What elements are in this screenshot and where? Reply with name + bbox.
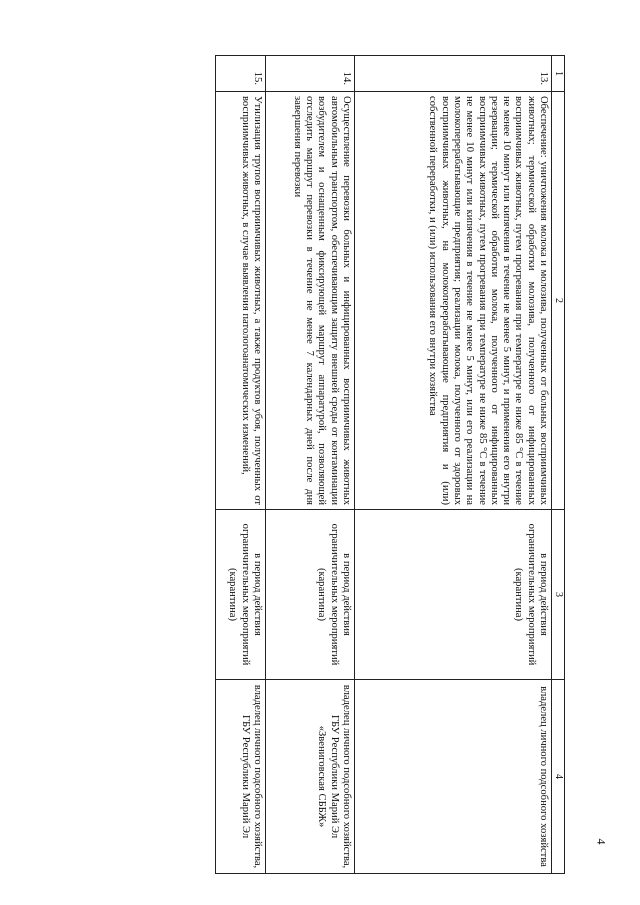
header-col-1: 1 [552,56,565,92]
measure-text: Осуществление перевозки больных и инфицированных восприимчивых животных автомобильным транспортом, обеспечивающим защиту внешней среды от контаминации возбудителем и оснащенным фиксирующей маршрут аппаратурой, позволяющей отследить маршрут перевозки в течение не менее 7 календарных дней после дня завершения перевозки [266,92,355,510]
responsible-text: владелец личного подсобного хозяйства [355,680,552,874]
period-text: в период действия ограничительных мероприятий (карантина) [266,510,355,680]
measure-text: Утилизация трупов восприимчивых животных, а также продуктов убоя, полученных от восприимчивых животных, в случае выявления патологоанатомических изменений, [216,92,266,510]
row-number: 13. [355,56,552,92]
measures-table [215,55,565,874]
header-col-2: 2 [552,92,565,510]
header-col-3: 3 [552,510,565,680]
table-row [355,56,552,874]
row-number: 15. [216,56,266,92]
responsible-text: владелец личного подсобного хозяйства, ГБУ Республики Марий Эл «Звениговская СББЖ» [266,680,355,874]
responsible-text: владелец личного подсобного хозяйства, ГБУ Республики Марий Эл [216,680,266,874]
table-row [266,56,355,874]
header-col-4: 4 [552,680,565,874]
table-row [216,56,266,874]
row-number: 14. [266,56,355,92]
period-text: в период действия ограничительных мероприятий (карантина) [355,510,552,680]
page-number: 4 [594,838,609,845]
table-header-row [552,56,565,874]
period-text: в период действия ограничительных мероприятий (карантина) [216,510,266,680]
measure-text: Обеспечение: уничтожения молока и молозива, полученных от больных восприимчивых животных; термической обработки молозива, полученного от инфицированных восприимчивых животных, путем прогревания при температуре не ниже 85 °С в течение не менее 10 минут или кипячения в течение не менее 5 минут, и применения его внутри резервации; термической обработки молока, полученного от инфицированных восприимчивых животных, путем прогревания при температуре не ниже 85 °С в течение не менее 10 минут или кипячения в течение не менее 5 минут, или его реализации на молокоперерабатывающие предприятия; реализации молока, полученного от здоровых восприимчивых животных, на молокоперерабатывающие предприятия и (или) собственной переработки, и (или) использования его внутри хозяйства [355,92,552,510]
